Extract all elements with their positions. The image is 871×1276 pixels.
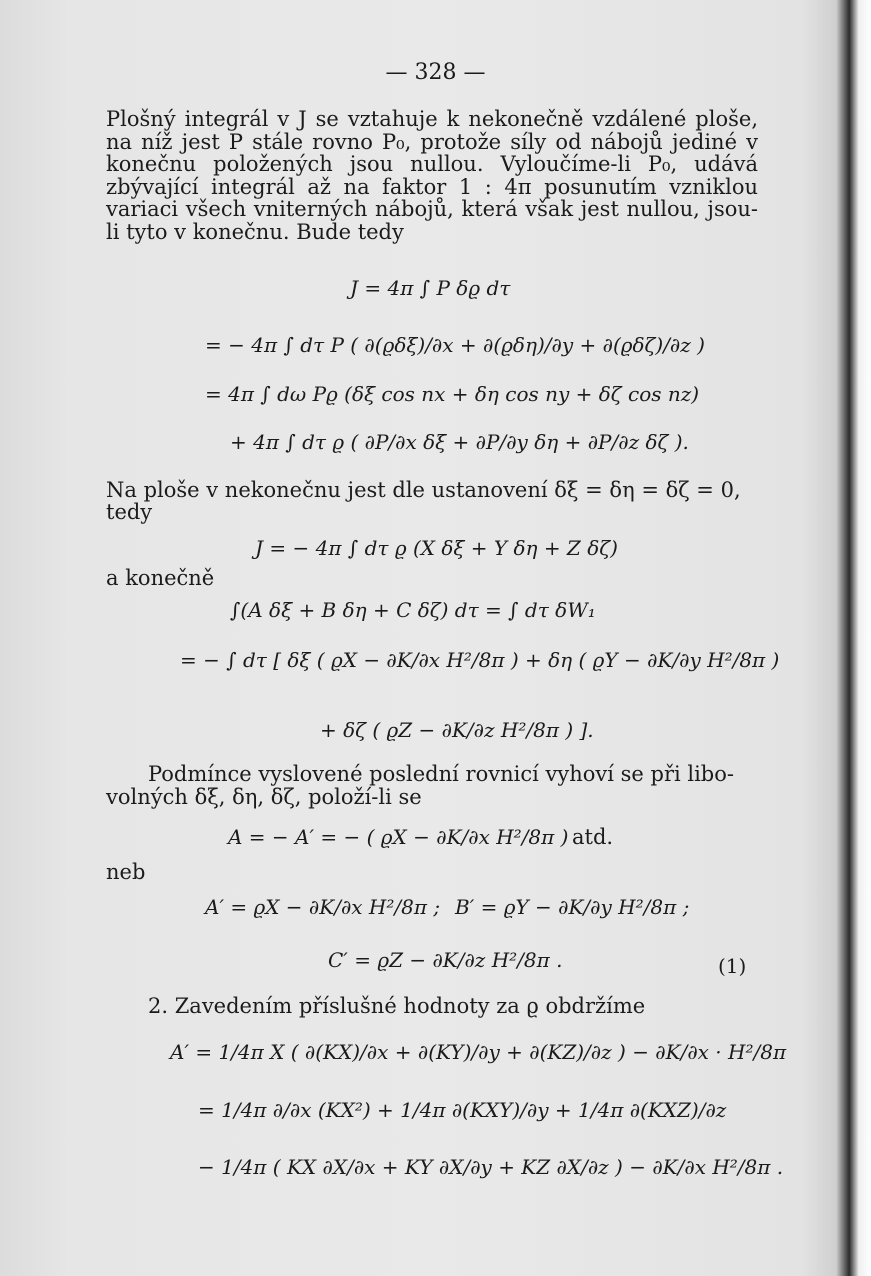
equation-expansion-2: + δζ ( ϱZ − ∂K/∂z H²/8π ) ]. — [320, 718, 594, 742]
text-at-infinity: Na ploše v nekonečnu jest dle ustanovení δξ = δη = δζ = 0, — [106, 478, 741, 502]
text-section-2: 2. Zavedením příslušné hodnoty za ϱ obdržíme — [148, 994, 646, 1018]
equation-number: (1) — [718, 954, 747, 978]
equation-A: A = − A′ = − ( ϱX − ∂K/∂x H²/8π ) — [228, 825, 569, 849]
text-neb: neb — [106, 860, 146, 884]
text-tedy: tedy — [106, 500, 153, 524]
equation-A-prime: A′ = ϱX − ∂K/∂x H²/8π ; — [205, 895, 441, 919]
text-a-konecne: a konečně — [106, 566, 215, 590]
equation-A-prime-line3: − 1/4π ( KX ∂X/∂x + KY ∂X/∂y + KZ ∂X/∂z ) − ∂K/∂x H²/8π . — [198, 1155, 784, 1179]
paragraph-surface-integral: Plošný integrál v J se vztahuje k nekonečně vzdálené ploše, na níž jest P stále rovno P₀, protože síly od nábojů jediné v konečnu položených jsou nullou. Vyloučíme-li P₀, udává zbývající integrál až na faktor 1 : 4π posunutím vzniklou variaci všech vniterných nábojů, která však jest nullou, jsou-li tyto v konečnu. Bude tedy — [106, 107, 758, 244]
page-number: — 328 — — [385, 60, 486, 85]
text-podminka-1: Podmínce vyslovené poslední rovnicí vyhoví se při libo- — [148, 762, 734, 786]
equation-C-prime: C′ = ϱZ − ∂K/∂z H²/8π . — [328, 948, 563, 972]
equation-expansion-1: = − ∫ dτ [ δξ ( ϱX − ∂K/∂x H²/8π ) + δη ( ϱY − ∂K/∂y H²/8π ) — [180, 648, 780, 672]
equation-divergence: = − 4π ∫ dτ P ( ∂(ϱδξ)/∂x + ∂(ϱδη)/∂y + ∂(ϱδζ)/∂z ) — [205, 333, 705, 357]
equation-volume-term: + 4π ∫ dτ ϱ ( ∂P/∂x δξ + ∂P/∂y δη + ∂P/∂z δζ ). — [230, 430, 689, 454]
equation-B-prime: B′ = ϱY − ∂K/∂y H²/8π ; — [455, 895, 690, 919]
equation-J: J = 4π ∫ P δϱ dτ — [350, 276, 511, 300]
equation-virtual-work: ∫(A δξ + B δη + C δζ) dτ = ∫ dτ δW₁ — [230, 598, 596, 622]
equation-A-prime-line2: = 1/4π ∂/∂x (KX²) + 1/4π ∂(KXY)/∂y + 1/4π ∂(KXZ)/∂z — [198, 1098, 727, 1122]
equation-A-prime-expanded: A′ = 1/4π X ( ∂(KX)/∂x + ∂(KY)/∂y + ∂(KZ)/∂z ) − ∂K/∂x · H²/8π — [170, 1040, 787, 1064]
equation-surface-term: = 4π ∫ dω Pϱ (δξ cos nx + δη cos ny + δζ cos nz) — [205, 382, 700, 406]
equation-J-forces: J = − 4π ∫ dτ ϱ (X δξ + Y δη + Z δζ) — [255, 536, 618, 560]
text-podminka-2: volných δξ, δη, δζ, položí-li se — [106, 785, 422, 809]
text-atd: atd. — [572, 825, 614, 849]
